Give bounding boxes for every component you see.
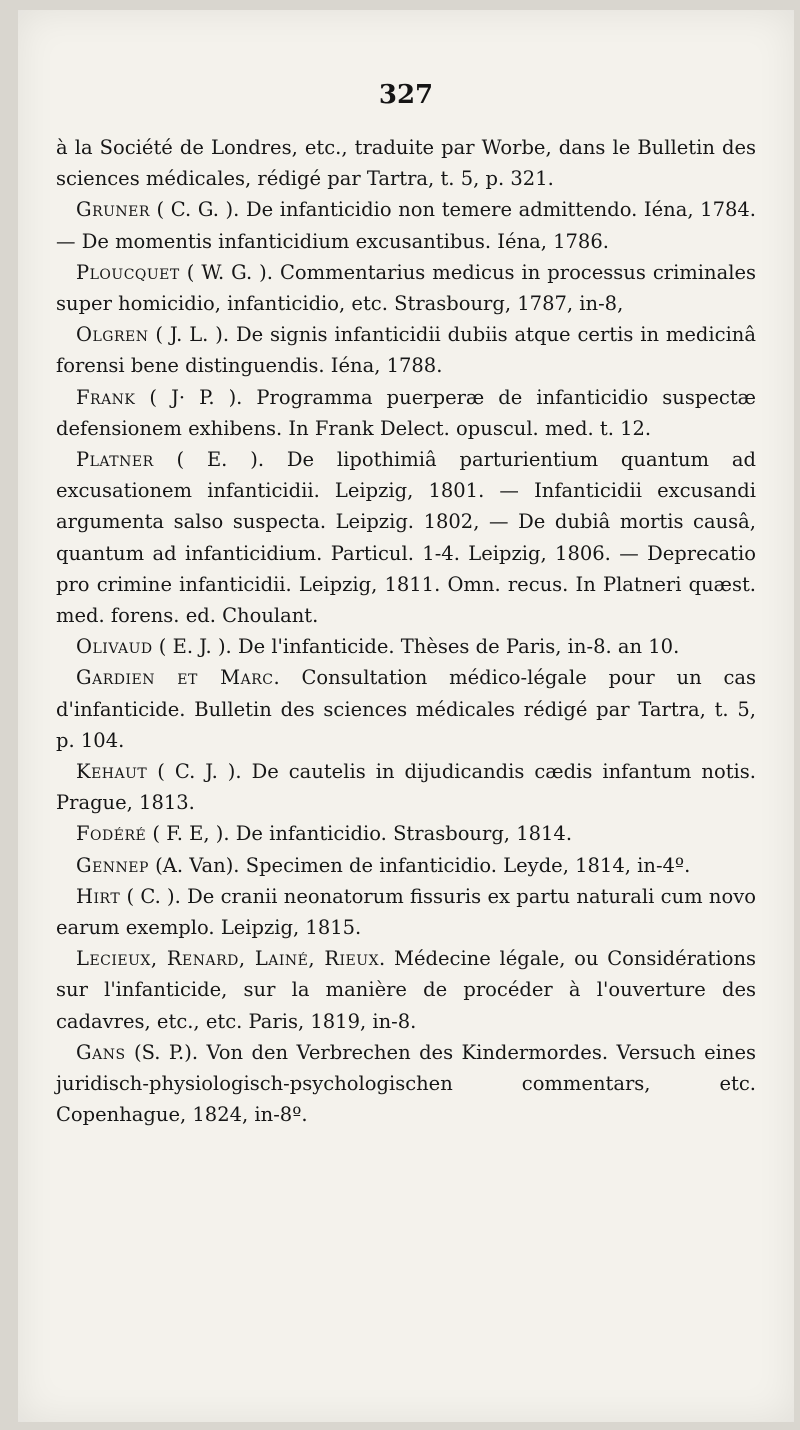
bibliography-entry [56,881,756,943]
entry-text: ( E. ). De lipothimiâ parturientium quantum ad excusationem infanticidii. Leipzig, 1801. — Infanticidii excusandi argumenta salso suspecta. Leipzig. 1802, — De dubiâ mortis causâ, quantum ad infanticidium. Particul. 1-4. Leipzig, 1806. — Deprecatio pro crimine infanticidii. Leipzig, 1811. Omn. recus. In Platneri quæst. med. forens. ed. Choulant. [56,448,756,628]
entry-author: Platner [76,448,154,472]
entry-text: ( J· P. ). Programma puerperæ de infanticidio suspectæ defensionem exhibens. In Frank Delect. opuscul. med. t. 12. [56,385,756,440]
bibliography-entry [56,662,756,756]
entry-author: Gans [76,1040,126,1064]
entry-author: Hirt [76,884,121,908]
entry-text: à la Société de Londres, etc., traduite par Worbe, dans le Bulletin des sciences médicales, rédigé par Tartra, t. 5, p. 321. [56,136,756,191]
page-number: 327 [378,80,434,110]
entry-text: . Consultation médico-légale pour un cas d'infanticide. Bulletin des sciences médicales rédigé par Tartra, t. 5, p. 104. [56,666,756,752]
entry-author: Ploucquet [76,260,180,284]
bibliography-entry [56,194,756,256]
bibliography-entry [56,943,756,1037]
document-page [18,10,794,1422]
entry-text: (A. Van). Specimen de infanticidio. Leyde, 1814, in-4º. [148,853,691,877]
entry-author: Olgren [76,323,149,347]
entry-continuation [56,132,756,194]
entry-author: Lecieux, Renard, Lainé, Rieux [76,947,380,971]
entry-text: . Médecine légale, ou Considérations sur l'infanticide, sur la manière de procéder à l'ouverture des cadavres, etc., etc. Paris, 1819, in-8. [56,947,757,1033]
bibliography-entry [56,257,756,319]
entry-author: Frank [76,385,136,409]
bibliography-entry [56,382,756,444]
bibliography-entry [56,631,756,662]
entry-text: ( J. L. ). De signis infanticidii dubiis atque certis in medicinâ forensi bene distinguendis. Iéna, 1788. [56,323,756,378]
entry-text: (S. P.). Von den Verbrechen des Kindermordes. Versuch eines juridisch-physiologisch-psychologischen commentars, etc. Copenhague, 1824, in-8º. [56,1040,756,1127]
entry-text: ( C. J. ). De cautelis in dijudicandis cædis infantum notis. Prague, 1813. [56,760,756,815]
bibliography-entry [56,756,756,818]
entry-text: ( C. ). De cranii neonatorum fissuris ex partu naturali cum novo earum exemplo. Leipzig, 1815. [56,884,756,940]
entry-author: Fodéré [76,822,147,846]
bibliography-entry [56,1037,756,1131]
entry-text: ( W. G. ). Commentarius medicus in processus criminales super homicidio, infanticidio, etc. Strasbourg, 1787, in-8, [56,260,756,316]
bibliography-entry [56,319,756,381]
entry-author: Kehaut [76,760,148,784]
entry-author: Olivaud [76,635,153,659]
entry-text: ( C. G. ). De infanticidio non temere admittendo. Iéna, 1784. — De momentis infanticidium excusantibus. Iéna, 1786. [56,198,756,253]
bibliography-entry [56,818,756,849]
entry-author: Gardien et Marc [76,666,274,690]
bibliography-text [56,132,756,1131]
entry-text: ( F. E, ). De infanticidio. Strasbourg, 1814. [146,822,573,846]
bibliography-entry [56,444,756,631]
bibliography-entry [56,850,756,881]
entry-author: Gennep [76,853,149,877]
entry-text: ( E. J. ). De l'infanticide. Thèses de Paris, in-8. an 10. [152,635,680,659]
entry-author: Gruner [76,198,150,222]
